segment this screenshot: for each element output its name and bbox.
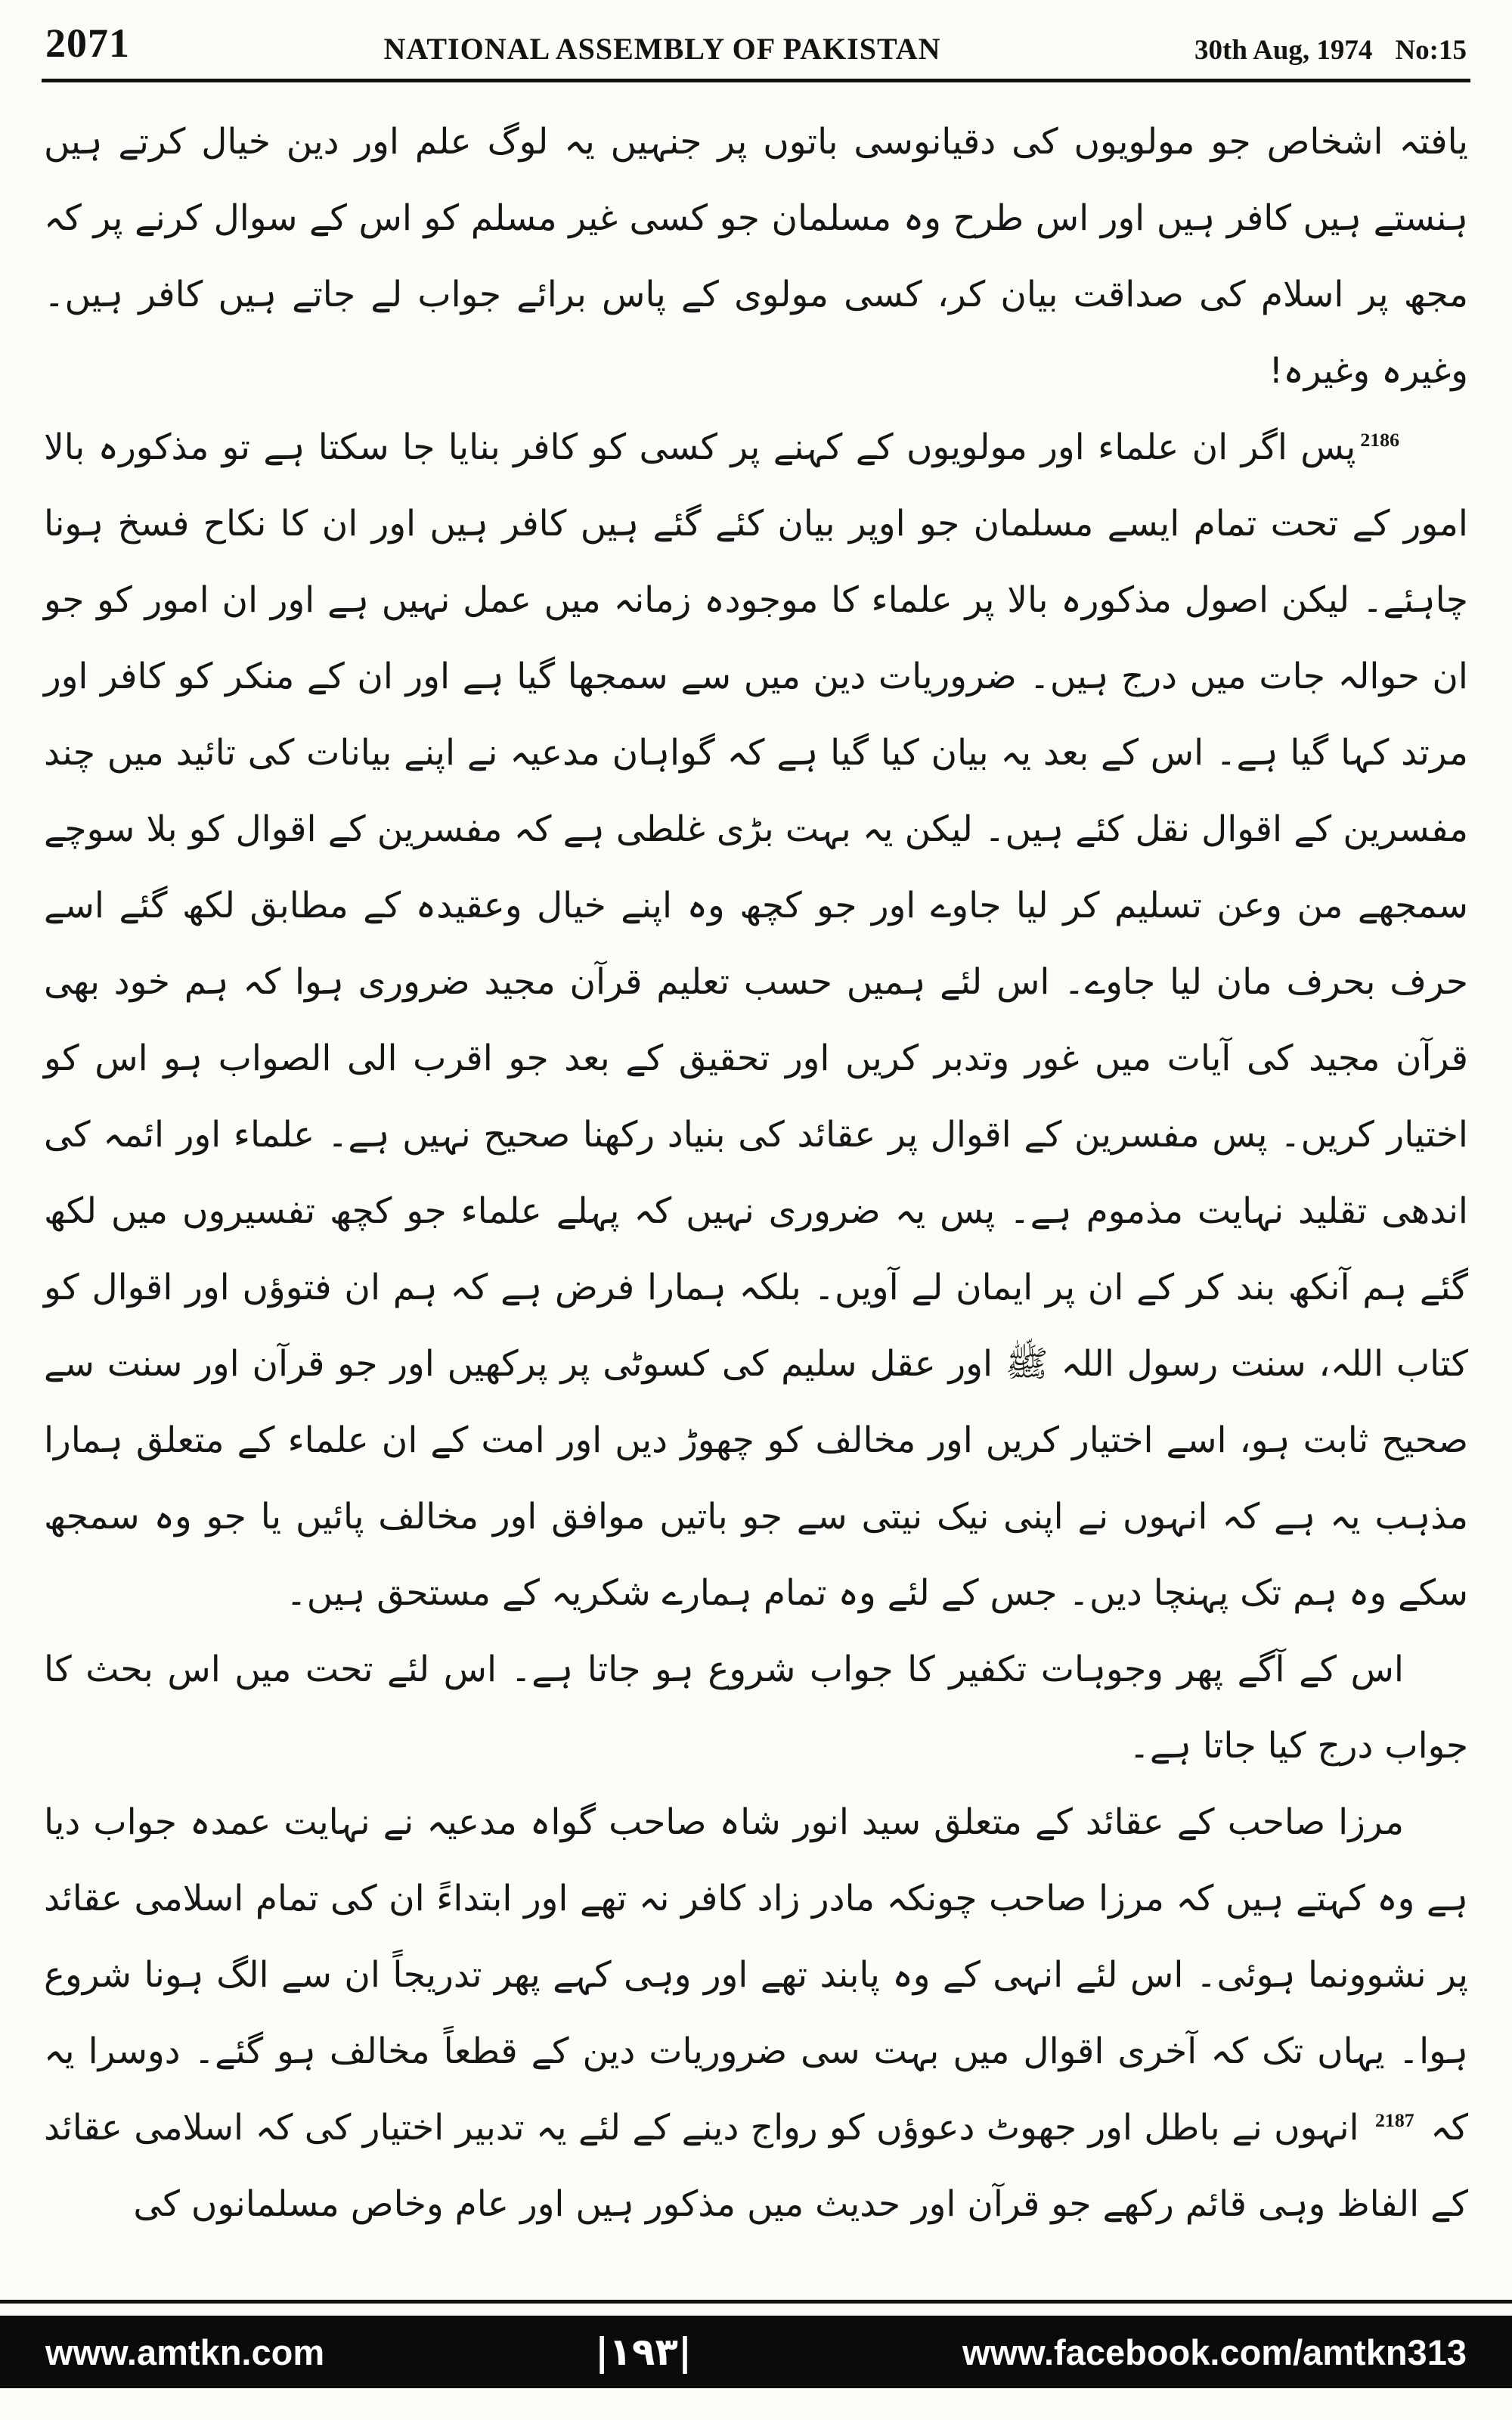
header-date: 30th Aug, 1974 (1194, 35, 1373, 66)
reference-marker: 2187 (1374, 2109, 1414, 2132)
header-date-issue (1194, 34, 1467, 67)
header-issue-number: No:15 (1395, 35, 1467, 66)
page-title: NATIONAL ASSEMBLY OF PAKISTAN (383, 32, 941, 66)
document-body (0, 82, 1512, 2300)
header-center (384, 31, 941, 67)
paragraph-text: مرزا صاحب کے عقائد کے متعلق سید انور شاہ صاحب گواہ مدعیہ نے نہایت عمدہ جواب دیا ہے وہ کہتے ہیں کہ مرزا صاحب چونکہ مادر زاد کافر نہ تھے اور ابتداءً ان کی تمام اسلامی عقائد پر نشوونما ہوئی۔ اس لئے انہی کے وہ پابند تھے اور وہی کہے پھر تدریجاً ان سے الگ ہونا شروع ہوا۔ یہاں تک کہ آخری اقوال میں بہت سی ضروریات دین کے قطعاً مخالف ہو گئے۔ دوسرا یہ کہ (44, 1801, 1468, 2149)
paragraph-text: اس کے آگے پھر وجوہات تکفیر کا جواب شروع ہو جاتا ہے۔ اس لئے تحت میں اس بحث کا جواب درج کیا جاتا ہے۔ (44, 1649, 1468, 1767)
paragraph (44, 104, 1468, 409)
reference-marker: 2186 (1360, 429, 1399, 451)
paragraph (44, 1784, 1468, 2242)
footer-divider (0, 2300, 1512, 2304)
website-url-text: www.amtkn.com (45, 2332, 325, 2372)
footer-page-number: |۱۹۳| (595, 2330, 692, 2374)
page-footer (0, 2316, 1512, 2388)
page-number: 2071 (45, 20, 130, 66)
paragraph-text: یافتہ اشخاص جو مولویوں کی دقیانوسی باتوں پر جنہیں یہ لوگ علم اور دین خیال کرتے ہیں ہنستے ہیں کافر ہیں اور اس طرح وہ مسلمان جو کسی غیر مسلم کو اس کے سوال کرنے پر کہ مجھ پر اسلام کی صداقت بیان کر، کسی مولوی کے پاس برائے جواب لے جاتے ہیں کافر ہیں۔ وغیرہ وغیرہ! (44, 121, 1468, 392)
paragraph-text: پس اگر ان علماء اور مولویوں کے کہنے پر کسی کو کافر بنایا جا سکتا ہے تو مذکورہ بالا امور کے تحت تمام ایسے مسلمان جو اوپر بیان کئے گئے ہیں کافر ہیں اور ان کا نکاح فسخ ہونا چاہئے۔ لیکن اصول مذکورہ بالا پر علماء کا موجودہ زمانہ میں عمل نہیں ہے اور ان امور کو جو ان حوالہ جات میں درج ہیں۔ ضروریات دین میں سے سمجھا گیا ہے اور ان کے منکر کو کافر اور مرتد کہا گیا ہے۔ اس کے بعد یہ بیان کیا گیا ہے کہ گواہان مدعیہ نے اپنے بیانات کی تائید میں چند مفسرین کے اقوال نقل کئے ہیں۔ لیکن یہ بہت بڑی غلطی ہے کہ مفسرین کے اقوال کو بلا سوچے سمجھے من وعن تسلیم کر لیا جاوے اور جو کچھ وہ اپنے خیال وعقیدہ کے مطابق لکھ گئے اسے حرف بحرف مان لیا جاوے۔ اس لئے ہمیں حسب تعلیم قرآن مجید ضروری ہوا کہ ہم خود بھی قرآن مجید کی آیات میں غور وتدبر کریں اور تحقیق کے بعد جو اقرب الی الصواب ہو اس کو اختیار کریں۔ پس مفسرین کے اقوال پر عقائد کی بنیاد رکھنا صحیح نہیں ہے۔ علماء اور ائمہ کی اندھی تقلید نہایت مذموم ہے۔ پس یہ ضروری نہیں کہ پہلے علماء جو کچھ تفسیروں میں لکھ گئے ہم آنکھ بند کر کے ان پر ایمان لے آویں۔ بلکہ ہمارا فرض ہے کہ ہم ان فتوؤں اور اقوال کو کتاب اللہ، سنت رسول اللہ ﷺ اور عقل سلیم کی کسوٹی پر پرکھیں اور جو قرآن اور سنت سے صحیح ثابت ہو، اسے اختیار کریں اور مخالف کو چھوڑ دیں اور امت کے ان علماء کے متعلق ہمارا مذہب یہ ہے کہ انہوں نے اپنی نیک نیتی سے جو باتیں موافق اور مخالف پائیں یا جو وہ سمجھ سکے وہ ہم تک پہنچا دیں۔ جس کے لئے وہ تمام ہمارے شکریہ کے مستحق ہیں۔ (44, 427, 1468, 1614)
facebook-url-text: www.facebook.com/amtkn313 (962, 2332, 1467, 2372)
paragraph (44, 409, 1468, 1631)
paragraph (44, 1631, 1468, 1784)
paragraph-text: انہوں نے باطل اور جھوٹ دعوؤں کو رواج دینے کے لئے یہ تدبیر اختیار کی کہ اسلامی عقائد کے الفاظ وہی قائم رکھے جو قرآن اور حدیث میں مذکور ہیں اور عام وخاص مسلمانوں کی (44, 2107, 1468, 2225)
page-header (0, 0, 1512, 74)
